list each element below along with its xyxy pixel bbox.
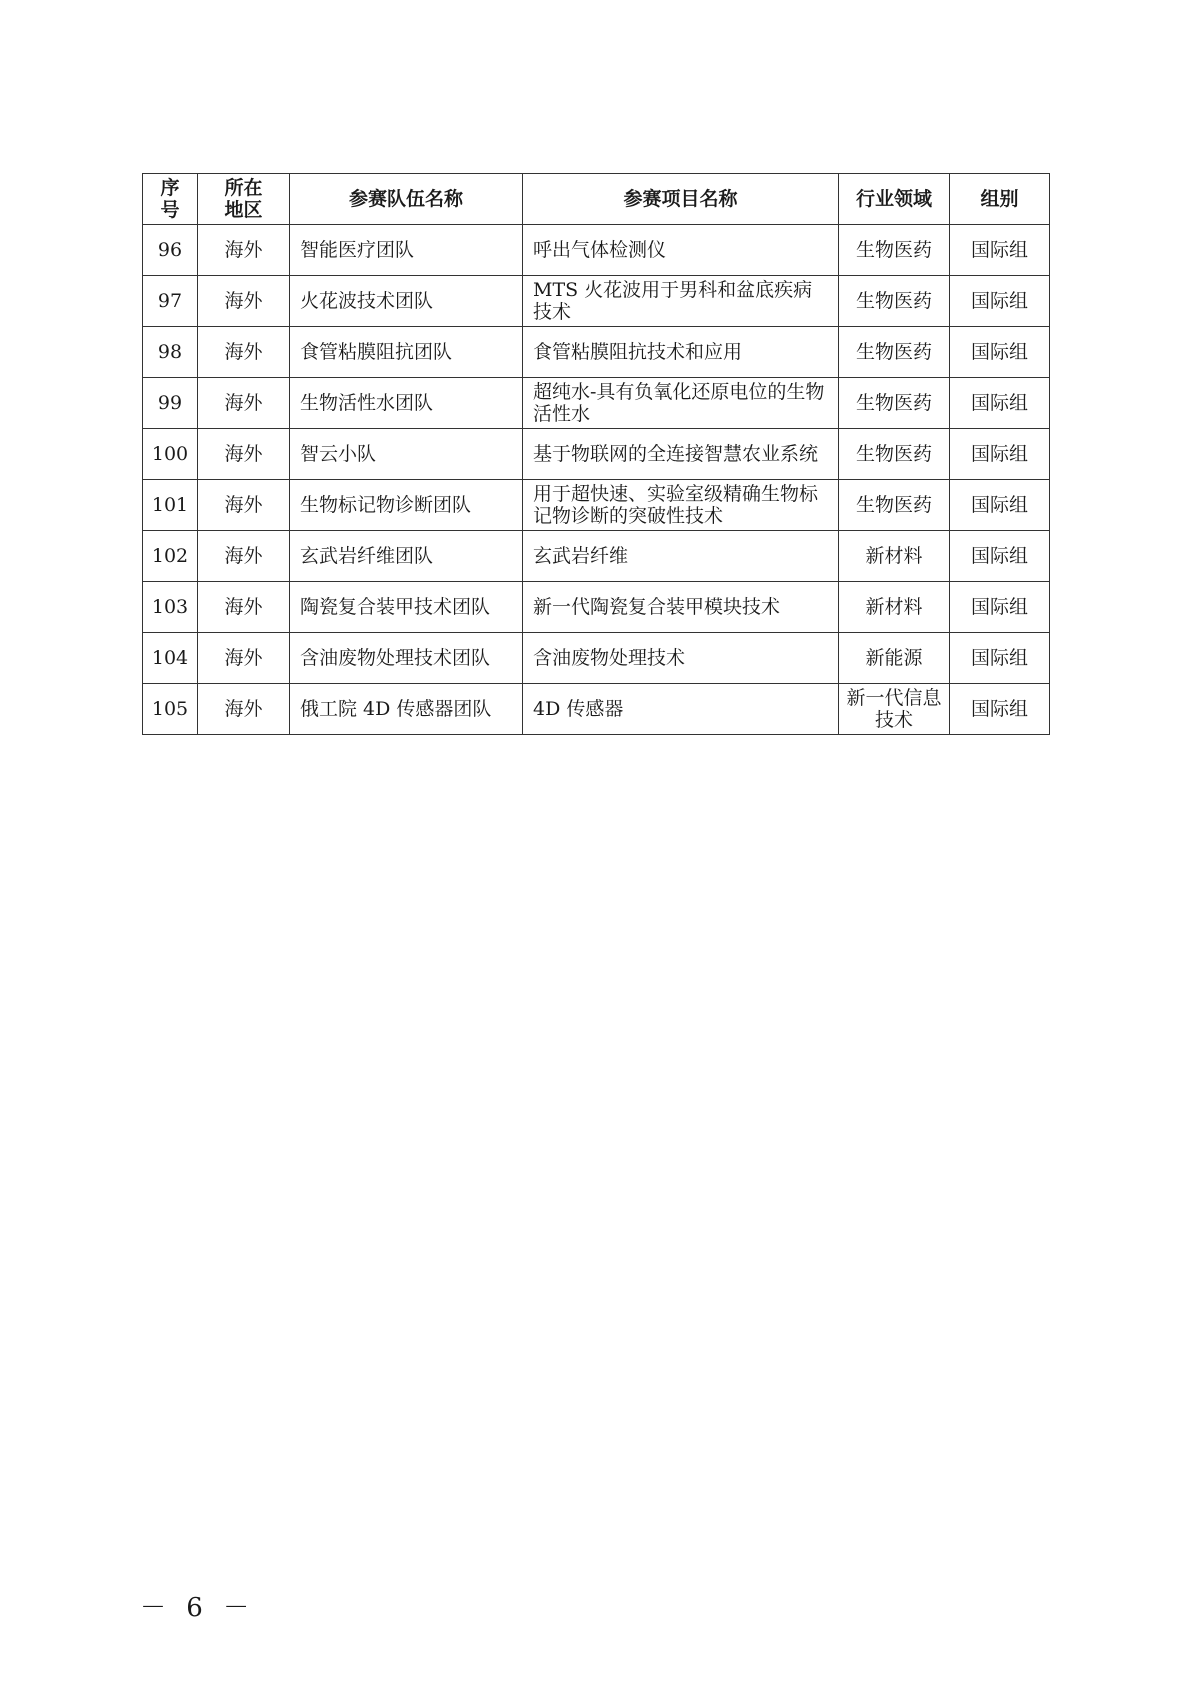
- table-row: [143, 276, 1050, 327]
- table-row: [143, 582, 1050, 633]
- cell-team: 玄武岩纤维团队: [290, 531, 523, 582]
- cell-field: 生物医药: [839, 429, 950, 480]
- cell-project: 玄武岩纤维: [523, 531, 839, 582]
- cell-region: 海外: [198, 276, 290, 327]
- cell-project: 含油废物处理技术: [523, 633, 839, 684]
- cell-team: 生物标记物诊断团队: [290, 480, 523, 531]
- cell-field: 新能源: [839, 633, 950, 684]
- cell-project: 4D 传感器: [523, 684, 839, 735]
- cell-group: 国际组: [950, 429, 1050, 480]
- cell-team: 火花波技术团队: [290, 276, 523, 327]
- cell-project: 食管粘膜阻抗技术和应用: [523, 327, 839, 378]
- cell-seq: 101: [143, 480, 198, 531]
- cell-team: 智能医疗团队: [290, 225, 523, 276]
- cell-field: 新一代信息技术: [839, 684, 950, 735]
- cell-group: 国际组: [950, 531, 1050, 582]
- table-body: [143, 225, 1050, 735]
- cell-seq: 103: [143, 582, 198, 633]
- cell-field: 生物医药: [839, 327, 950, 378]
- cell-field: 生物医药: [839, 225, 950, 276]
- header-seq: 序 号: [143, 174, 198, 225]
- cell-field: 生物医药: [839, 480, 950, 531]
- header-team: 参赛队伍名称: [290, 174, 523, 225]
- cell-seq: 100: [143, 429, 198, 480]
- cell-group: 国际组: [950, 480, 1050, 531]
- table-row: [143, 684, 1050, 735]
- cell-region: 海外: [198, 225, 290, 276]
- cell-group: 国际组: [950, 225, 1050, 276]
- header-project: 参赛项目名称: [523, 174, 839, 225]
- cell-team: 生物活性水团队: [290, 378, 523, 429]
- cell-field: 新材料: [839, 582, 950, 633]
- header-region: 所在 地区: [198, 174, 290, 225]
- cell-team: 含油废物处理技术团队: [290, 633, 523, 684]
- results-table: [142, 173, 1050, 735]
- cell-project: MTS 火花波用于男科和盆底疾病技术: [523, 276, 839, 327]
- table-header-row: [143, 174, 1050, 225]
- cell-group: 国际组: [950, 276, 1050, 327]
- cell-seq: 96: [143, 225, 198, 276]
- table-row: [143, 225, 1050, 276]
- cell-region: 海外: [198, 684, 290, 735]
- cell-project: 基于物联网的全连接智慧农业系统: [523, 429, 839, 480]
- header-group: 组别: [950, 174, 1050, 225]
- cell-region: 海外: [198, 429, 290, 480]
- page-number: － 6 －: [140, 1593, 256, 1623]
- cell-field: 生物医药: [839, 276, 950, 327]
- cell-seq: 97: [143, 276, 198, 327]
- cell-region: 海外: [198, 531, 290, 582]
- cell-team: 俄工院 4D 传感器团队: [290, 684, 523, 735]
- cell-project: 呼出气体检测仪: [523, 225, 839, 276]
- cell-group: 国际组: [950, 327, 1050, 378]
- cell-group: 国际组: [950, 582, 1050, 633]
- cell-region: 海外: [198, 327, 290, 378]
- cell-region: 海外: [198, 480, 290, 531]
- table-row: [143, 633, 1050, 684]
- table-row: [143, 327, 1050, 378]
- cell-seq: 104: [143, 633, 198, 684]
- cell-group: 国际组: [950, 378, 1050, 429]
- cell-group: 国际组: [950, 633, 1050, 684]
- table-row: [143, 429, 1050, 480]
- cell-team: 智云小队: [290, 429, 523, 480]
- cell-region: 海外: [198, 582, 290, 633]
- cell-field: 生物医药: [839, 378, 950, 429]
- table-row: [143, 480, 1050, 531]
- cell-seq: 98: [143, 327, 198, 378]
- cell-team: 陶瓷复合装甲技术团队: [290, 582, 523, 633]
- cell-region: 海外: [198, 633, 290, 684]
- cell-group: 国际组: [950, 684, 1050, 735]
- header-field: 行业领域: [839, 174, 950, 225]
- table-row: [143, 531, 1050, 582]
- table-row: [143, 378, 1050, 429]
- cell-team: 食管粘膜阻抗团队: [290, 327, 523, 378]
- cell-seq: 105: [143, 684, 198, 735]
- cell-project: 超纯水-具有负氧化还原电位的生物活性水: [523, 378, 839, 429]
- cell-project: 新一代陶瓷复合装甲模块技术: [523, 582, 839, 633]
- cell-seq: 102: [143, 531, 198, 582]
- cell-region: 海外: [198, 378, 290, 429]
- cell-seq: 99: [143, 378, 198, 429]
- cell-field: 新材料: [839, 531, 950, 582]
- cell-project: 用于超快速、实验室级精确生物标记物诊断的突破性技术: [523, 480, 839, 531]
